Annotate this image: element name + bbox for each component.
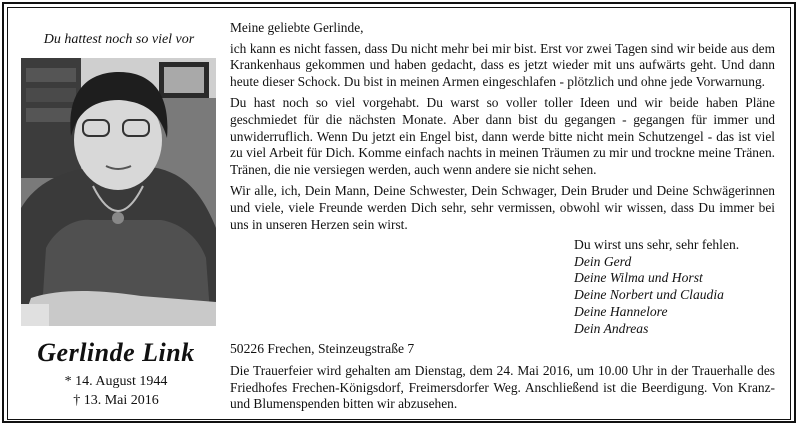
signature-line: Deine Hannelore [574,303,668,319]
signature-line: Deine Norbert und Claudia [574,287,724,303]
portrait-photo [21,58,216,326]
signature-line: Dein Andreas [574,320,649,336]
death-date: † 13. Mai 2016 [73,393,159,408]
life-dates [12,372,220,410]
closing-block [574,237,784,337]
signature-line: Deine Wilma und Horst [574,270,703,286]
salutation: Meine geliebte Gerlinde, [230,20,364,35]
address: 50226 Frechen, Steinzeugstraße 7 [230,341,415,356]
letter-paragraph: ich kann es nicht fassen, dass Du nicht mehr bei mir bist. Erst vor zwei Tagen sind wir beide aus dem Krankenhaus gekommen und haben gedacht, dass es jetzt wieder mit uns aufwärts geht. Und dann heute dieser Schock. Du bist in meinen Armen eingeschlafen - plötzlich und ohne jede Vorwarnung. [230,40,775,89]
letter-text [230,20,775,238]
closing-line: Du wirst uns sehr, sehr fehlen. [574,237,740,252]
funeral-notice: Die Trauerfeier wird gehalten am Dienstag, dem 24. Mai 2016, um 10.00 Uhr in der Trauerhalle des Friedhofes Frechen-Königsdorf, Freimersdorfer Weg. Anschließend ist die Beerdigung. Von Kranz- und Blumenspenden bitten wir abzusehen. [230,363,775,412]
letter-paragraph: Wir alle, ich, Dein Mann, Deine Schwester, Dein Schwager, Dein Bruder und Deine Schwägerinnen und viele, viele Freunde werden Dich sehr, sehr vermissen, obwohl wir wissen, dass Du immer bei uns in unseren Herzen sein wirst. [230,183,775,232]
deceased-name: Gerlinde Link [37,338,195,367]
portrait-illustration [21,58,216,326]
letter-paragraph: Du hast noch so viel vorgehabt. Du warst so voller toller Ideen und wir beide haben Pläne geschmiedet für die nächsten Monate. Aber dann bist du gegangen - gegangen für immer und unwiderruflich. Wenn Du jetzt ein Engel bist, dann werde bitte nicht mein Schutzengel - das ist viel zu viel Arbeit für Dich. Komme einfach nachts in meinen Träumen zu mir und trockne meine Tränen. Tränen, die nie versiegen werden, auch wenn andere sie nicht sehen. [230,95,775,177]
birth-date: * 14. August 1944 [64,374,168,389]
motto: Du hattest noch so viel vor [43,32,195,47]
signature-line: Dein Gerd [574,253,632,269]
